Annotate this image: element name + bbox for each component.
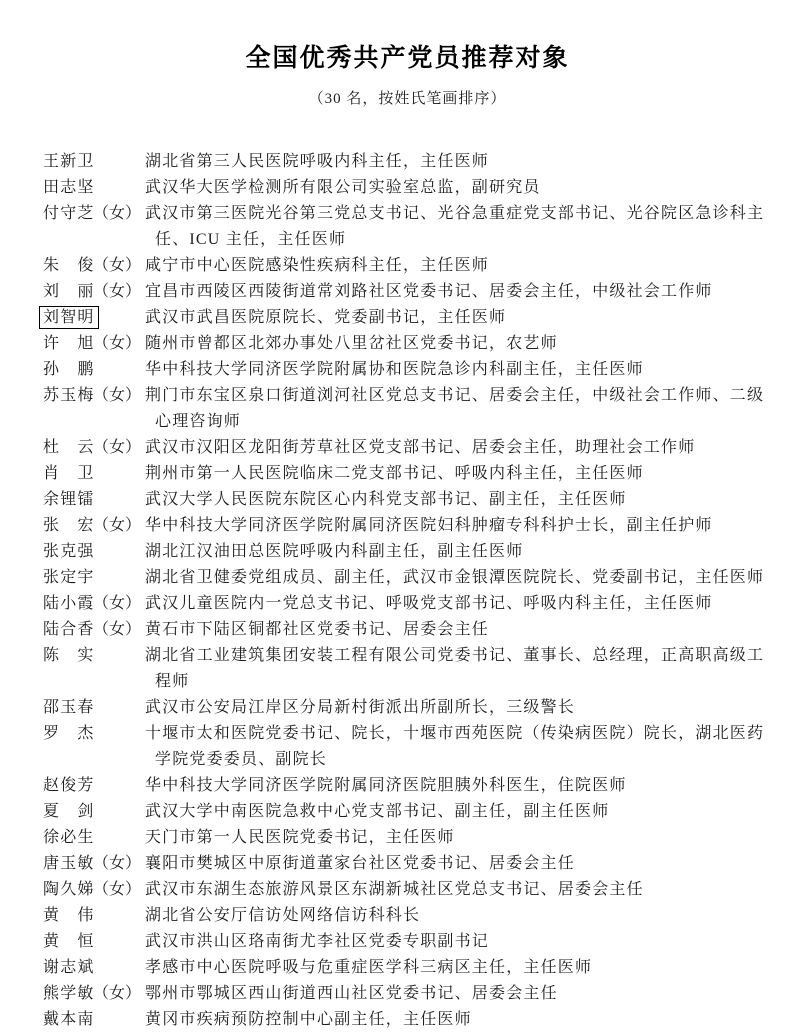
list-item <box>43 565 772 591</box>
member-gender-label: （女） <box>93 283 142 300</box>
list-item <box>43 149 772 175</box>
member-gender-label: （女） <box>93 985 142 1002</box>
member-description: 咸宁市中心医院感染性疾病科主任，主任医师 <box>145 257 490 274</box>
member-description: 十堰市太和医院党委书记、院长，十堰市西苑医院（传染病医院）院长，湖北医药学院党委委员、副院长 <box>145 725 765 768</box>
member-gender-label: （女） <box>93 205 142 222</box>
member-name: 熊学敏 <box>43 985 95 1002</box>
member-description: 武汉大学人民医院东院区心内科党支部书记、副主任，主任医师 <box>145 491 627 508</box>
member-description: 华中科技大学同济医学院附属协和医院急诊内科副主任，主任医师 <box>145 361 644 378</box>
member-description: 湖北省卫健委党组成员、副主任，武汉市金银潭医院院长、党委副书记，主任医师 <box>145 569 765 586</box>
member-gender-label: （女） <box>93 387 142 404</box>
member-name: 罗 杰 <box>43 725 95 742</box>
member-description: 湖北省工业建筑集团安装工程有限公司党委书记、董事长、总经理，正高职高级工程师 <box>145 647 765 690</box>
member-description: 武汉儿童医院内一党总支书记、呼吸党支部书记、呼吸内科主任，主任医师 <box>145 595 713 612</box>
list-item <box>43 305 772 331</box>
list-item <box>43 435 772 461</box>
member-description: 华中科技大学同济医学院附属同济医院胆胰外科医生，住院医师 <box>145 777 627 794</box>
list-item <box>43 201 772 253</box>
member-name: 陆小霞 <box>43 595 95 612</box>
member-description: 随州市曾都区北郊办事处八里岔社区党委书记，农艺师 <box>145 335 558 352</box>
member-description: 湖北省公安厅信访处网络信访科科长 <box>145 907 421 924</box>
list-item <box>43 773 772 799</box>
member-name <box>43 305 93 331</box>
list-item <box>43 929 772 955</box>
member-gender-label: （女） <box>93 621 142 638</box>
list-item <box>43 695 772 721</box>
member-name: 陆合香 <box>43 621 95 638</box>
list-item <box>43 721 772 773</box>
member-name: 邵玉春 <box>43 699 95 716</box>
member-name: 刘 丽 <box>43 283 95 300</box>
list-item <box>43 279 772 305</box>
member-name: 唐玉敏 <box>43 855 95 872</box>
list-item <box>43 253 772 279</box>
member-description: 湖北江汉油田总医院呼吸内科副主任，副主任医师 <box>145 543 524 560</box>
member-description: 黄冈市疾病预防控制中心副主任，主任医师 <box>145 1011 472 1028</box>
member-description: 湖北省第三人民医院呼吸内科主任，主任医师 <box>145 153 490 170</box>
member-name: 朱 俊 <box>43 257 95 274</box>
list-item <box>43 643 772 695</box>
member-description: 武汉市洪山区珞南街尤李社区党委专职副书记 <box>145 933 490 950</box>
member-description: 武汉市公安局江岸区分局新村街派出所副所长，三级警长 <box>145 699 576 716</box>
list-item <box>43 799 772 825</box>
member-name: 肖 卫 <box>43 465 95 482</box>
member-name: 王新卫 <box>43 153 95 170</box>
member-gender-label: （女） <box>93 517 142 534</box>
list-item <box>43 851 772 877</box>
list-item <box>43 1007 772 1033</box>
member-name: 杜 云 <box>43 439 95 456</box>
member-list <box>43 149 772 1033</box>
member-name: 戴本南 <box>43 1011 95 1028</box>
member-name: 张 宏 <box>43 517 95 534</box>
member-name: 黄 伟 <box>43 907 95 924</box>
list-item <box>43 513 772 539</box>
member-description: 武汉市第三医院光谷第三党总支书记、光谷急重症党支部书记、光谷院区急诊科主任、ICU 主任，主任医师 <box>145 205 765 248</box>
list-item <box>43 981 772 1007</box>
list-item <box>43 383 772 435</box>
member-name: 黄 恒 <box>43 933 95 950</box>
member-description: 孝感市中心医院呼吸与危重症医学科三病区主任，主任医师 <box>145 959 593 976</box>
member-name: 付守芝 <box>43 205 95 222</box>
member-name: 苏玉梅 <box>43 387 95 404</box>
member-name: 夏 剑 <box>43 803 95 820</box>
member-gender-label: （女） <box>93 595 142 612</box>
list-item <box>43 617 772 643</box>
member-description: 鄂州市鄂城区西山街道西山社区党委书记、居委会主任 <box>145 985 558 1002</box>
member-name: 徐必生 <box>43 829 95 846</box>
member-gender-label: （女） <box>93 881 142 898</box>
member-name: 孙 鹏 <box>43 361 95 378</box>
list-item <box>43 331 772 357</box>
member-description: 荆州市第一人民医院临床二党支部书记、呼吸内科主任，主任医师 <box>145 465 644 482</box>
member-gender-label: （女） <box>93 257 142 274</box>
list-item <box>43 357 772 383</box>
member-description: 天门市第一人民医院党委书记，主任医师 <box>145 829 455 846</box>
member-name: 田志坚 <box>43 179 95 196</box>
list-item <box>43 825 772 851</box>
member-name: 许 旭 <box>43 335 95 352</box>
member-description: 宜昌市西陵区西陵街道常刘路社区党委书记、居委会主任，中级社会工作师 <box>145 283 713 300</box>
member-name: 张克强 <box>43 543 95 560</box>
member-description: 武汉大学中南医院急救中心党支部书记、副主任，副主任医师 <box>145 803 610 820</box>
member-description: 武汉市武昌医院原院长、党委副书记，主任医师 <box>145 309 507 326</box>
list-item <box>43 955 772 981</box>
page-subtitle: （30 名，按姓氏笔画排序） <box>308 91 507 107</box>
member-name: 谢志斌 <box>43 959 95 976</box>
member-description: 武汉华大医学检测所有限公司实验室总监，副研究员 <box>145 179 541 196</box>
list-item <box>43 591 772 617</box>
member-description: 黄石市下陆区铜都社区党委书记、居委会主任 <box>145 621 490 638</box>
deceased-name-box: 刘智明 <box>39 306 99 329</box>
list-item <box>43 903 772 929</box>
member-description: 襄阳市樊城区中原街道董家台社区党委书记、居委会主任 <box>145 855 576 872</box>
list-item <box>43 487 772 513</box>
member-description: 武汉市汉阳区龙阳街芳草社区党支部书记、居委会主任，助理社会工作师 <box>145 439 696 456</box>
list-item <box>43 877 772 903</box>
member-description: 武汉市东湖生态旅游风景区东湖新城社区党总支书记、居委会主任 <box>145 881 644 898</box>
list-item <box>43 175 772 201</box>
member-description: 华中科技大学同济医学院附属同济医院妇科肿瘤专科科护士长，副主任护师 <box>145 517 713 534</box>
member-gender-label: （女） <box>93 855 142 872</box>
member-name: 余锂镭 <box>43 491 95 508</box>
member-gender-label: （女） <box>93 439 142 456</box>
list-item <box>43 461 772 487</box>
page-title: 全国优秀共产党员推荐对象 <box>245 45 570 72</box>
member-name: 赵俊芳 <box>43 777 95 794</box>
member-name: 张定宇 <box>43 569 95 586</box>
member-name: 陈 实 <box>43 647 95 664</box>
list-item <box>43 539 772 565</box>
member-description: 荆门市东宝区泉口街道浏河社区党总支书记、居委会主任，中级社会工作师、二级心理咨询师 <box>145 387 765 430</box>
member-name: 陶久娣 <box>43 881 95 898</box>
member-gender-label: （女） <box>93 335 142 352</box>
